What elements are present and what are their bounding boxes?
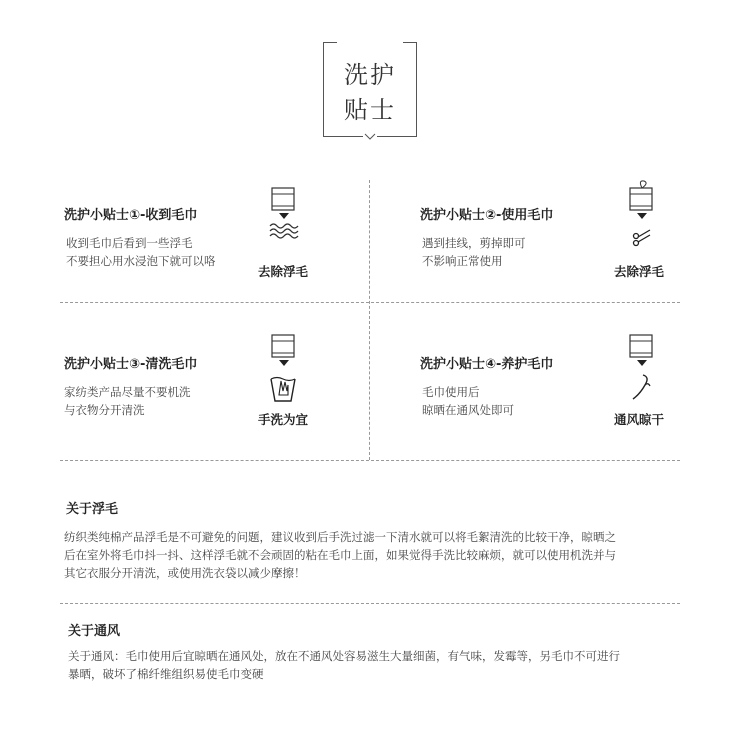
tip-3-action: 手洗为宜 <box>258 412 309 427</box>
tip-2-heading: 洗护小贴士②-使用毛巾 <box>420 208 554 223</box>
tip-4-line-1: 毛巾使用后 <box>422 385 480 399</box>
tip-4-heading: 洗护小贴士④-养护毛巾 <box>420 357 554 372</box>
tip-3-heading: 洗护小贴士③-清洗毛巾 <box>64 357 198 372</box>
tip-3-line-2: 与衣物分开清洗 <box>64 403 145 417</box>
tip-1-action: 去除浮毛 <box>258 264 309 279</box>
towel-hanger-icon <box>624 333 660 405</box>
grid-bottom-divider <box>60 460 680 461</box>
tip-2-action: 去除浮毛 <box>614 264 665 279</box>
section-1-line-3: 其它衣服分开清洗，或使用洗衣袋以减少摩擦！ <box>64 566 306 580</box>
tip-2-line-2: 不影响正常使用 <box>422 254 503 268</box>
frame-top-right <box>403 42 417 43</box>
tip-3-line-1: 家纺类产品尽量不要机洗 <box>64 385 191 399</box>
section-2-heading: 关于通风 <box>68 624 121 639</box>
section-divider <box>60 603 680 604</box>
frame-top-left <box>323 42 337 43</box>
tip-1-line-1: 收到毛巾后看到一些浮毛 <box>66 236 193 250</box>
section-2-line-2: 暴晒，破坏了棉纤维组织易使毛巾变硬 <box>68 667 264 681</box>
section-2-line-1: 关于通风：毛巾使用后宜晾晒在通风处，放在不通风处容易滋生大量细菌，有气味，发霉等，另毛巾不可进行 <box>68 649 620 663</box>
towel-scissors-icon <box>624 180 660 250</box>
grid-middle-divider <box>60 302 680 303</box>
frame-bottom-left <box>323 136 363 137</box>
section-1-heading: 关于浮毛 <box>66 502 119 517</box>
tip-1-line-2: 不要担心用水浸泡下就可以咯 <box>66 254 216 268</box>
section-1-line-1: 纺织类纯棉产品浮毛是不可避免的问题，建议收到后手洗过滤一下清水就可以将毛絮清洗的比较干净，晾晒之 <box>64 530 616 544</box>
tip-4-action: 通风晾干 <box>614 412 665 427</box>
title-frame <box>323 42 417 137</box>
grid-vertical-divider <box>369 180 370 460</box>
page-title-line2: 贴士 <box>344 96 396 124</box>
towel-water-icon <box>266 186 302 248</box>
tip-4-line-2: 晾晒在通风处即可 <box>422 403 514 417</box>
tip-2-line-1: 遇到挂线，剪掉即可 <box>422 236 526 250</box>
hand-wash-icon <box>266 333 302 405</box>
section-1-line-2: 后在室外将毛巾抖一抖、这样浮毛就不会顽固的粘在毛巾上面，如果觉得手洗比较麻烦，就可以使用机洗并与 <box>64 548 616 562</box>
chevron-down-icon <box>364 133 376 141</box>
page-title-line1: 洗护 <box>344 61 396 89</box>
frame-bottom-right <box>377 136 417 137</box>
tip-1-heading: 洗护小贴士①-收到毛巾 <box>64 208 198 223</box>
